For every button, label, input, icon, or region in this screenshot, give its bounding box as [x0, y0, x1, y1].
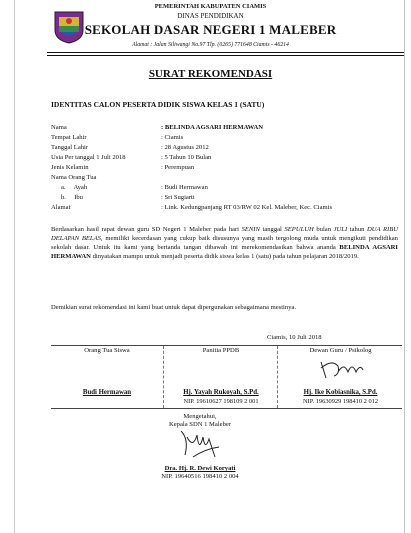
section-heading: IDENTITAS CALON PESERTA DIDIK SISWA KELAS 1 (SATU) [51, 100, 265, 109]
signature-role: Orang Tua Siswa [84, 347, 130, 354]
identity-value-tanggal-lahir: : 28 Agustus 2012 [161, 144, 209, 151]
identity-value-alamat: : Link. Kedungpanjang RT 03/RW 02 Kel. Maleber, Kec. Ciamis [161, 204, 333, 211]
identity-value-jenis-kelamin: : Perempuan [161, 164, 195, 171]
signature-parent [51, 346, 163, 408]
body-text: , memiliki kecerdasan yang cukup baik disusunya yang masih tergolong muda untuk mengikuti pendidikan sekolah dasar. Untuk itu kami yang bertanda tangan dibawah ini merekomendasikan bahwa ananda [51, 235, 398, 251]
signature-role: Dewan Guru / Psikolog [309, 347, 372, 354]
identity-value-ibu: : Sri Sugiarti [161, 194, 195, 201]
principal-nip: NIP. 19640516 198410 2 004 [161, 473, 239, 480]
handwritten-signature-principal [175, 429, 225, 461]
identity-value-tempat-lahir: : Ciamis [161, 134, 184, 141]
body-text: dinyatakan mampu untuk menjadi peserta didik siswa kelas 1 (satu) pada tahun pelajaran 2018/2019. [90, 253, 359, 260]
identity-value-usia: : 5 Tahun 10 Bulan [161, 154, 212, 161]
signature-nip: NIP. 19630929 198410 2 012 [302, 398, 379, 405]
signature-role: Panitia PPDB [202, 347, 240, 354]
letterhead-school-name: SEKOLAH DASAR NEGERI 1 MALEBER [84, 22, 337, 37]
identity-label-ayah: a. Ayah [61, 184, 88, 191]
place-date: Ciamis, 10 Juli 2018 [267, 334, 322, 341]
identity-label-jenis-kelamin: Jenis Kelamin [51, 164, 89, 171]
identity-label-usia: Usia Per tanggal 1 Juli 2018 [51, 154, 126, 161]
handwritten-signature-teacher [318, 356, 366, 382]
letterhead-government: PEMERINTAH KABUPATEN CIAMIS [154, 3, 267, 10]
identity-value-nama: : BELINDA AGSARI HERMAWAN [161, 124, 264, 131]
meeting-date: SEPULUH [284, 226, 314, 233]
signature-name: Budi Hermawan [82, 389, 132, 396]
signature-nip: NIP. 19610627 198109 2 001 [183, 398, 259, 405]
letter-page [14, 0, 405, 533]
principal-name: Dra. Hj. R. Dewi Koryati [164, 465, 236, 472]
body-paragraph-2: Demikian surat rekomendasi ini kami buat untuk dapat dipergunakan sebagaimana mestinya. [51, 304, 297, 311]
body-text: tanggal [259, 226, 285, 233]
identity-label-nama-orang-tua: Nama Orang Tua [51, 174, 97, 181]
letterhead-address: Alamat : Jalan Siliwangi No.97 Tlp. (0265) 771648 Ciamis - 46214 [132, 42, 289, 48]
identity-label-nama: Nama [51, 124, 67, 131]
identity-label-tanggal-lahir: Tanggal Lahir [51, 144, 89, 151]
identity-value-ayah: : Budi Hermawan [161, 184, 208, 191]
signature-name: Hj. Yayah Rukoyah, S.Pd. [183, 389, 259, 396]
identity-label-ibu: b. Ibu [61, 194, 83, 201]
body-text: tahun [347, 226, 367, 233]
signature-committee [163, 346, 278, 408]
document-title: SURAT REKOMENDASI [148, 68, 273, 80]
identity-label-alamat: Alamat [51, 204, 71, 211]
principal-block [135, 413, 265, 480]
signature-teacher [277, 346, 403, 408]
signature-table [51, 345, 402, 409]
identity-label-tempat-lahir: Tempat Lahir [51, 134, 87, 141]
meeting-year: DUA RIBU DELAPAN BELAS [51, 226, 399, 242]
principal-role: Kepala SDN 1 Maleber [168, 421, 232, 428]
principal-ack: Mengetahui, [183, 413, 217, 420]
meeting-day: SENIN [241, 226, 260, 233]
letterhead-divider-thick [47, 52, 404, 53]
body-text: Berdasarkan hasil rapat dewan guru SD Negeri 1 Maleber pada hari [51, 226, 242, 233]
body-paragraph-1 [51, 225, 398, 261]
body-text: bulan [313, 226, 334, 233]
student-name-inline: BELINDA AGSARI HERMAWAN [51, 244, 398, 260]
letterhead-divider-thin [47, 55, 404, 56]
letterhead-department: DINAS PENDIDIKAN [177, 12, 244, 20]
meeting-month: JULI [333, 226, 348, 233]
signature-name: Hj. Ike Kobiasnika, S.Pd. [303, 389, 378, 396]
